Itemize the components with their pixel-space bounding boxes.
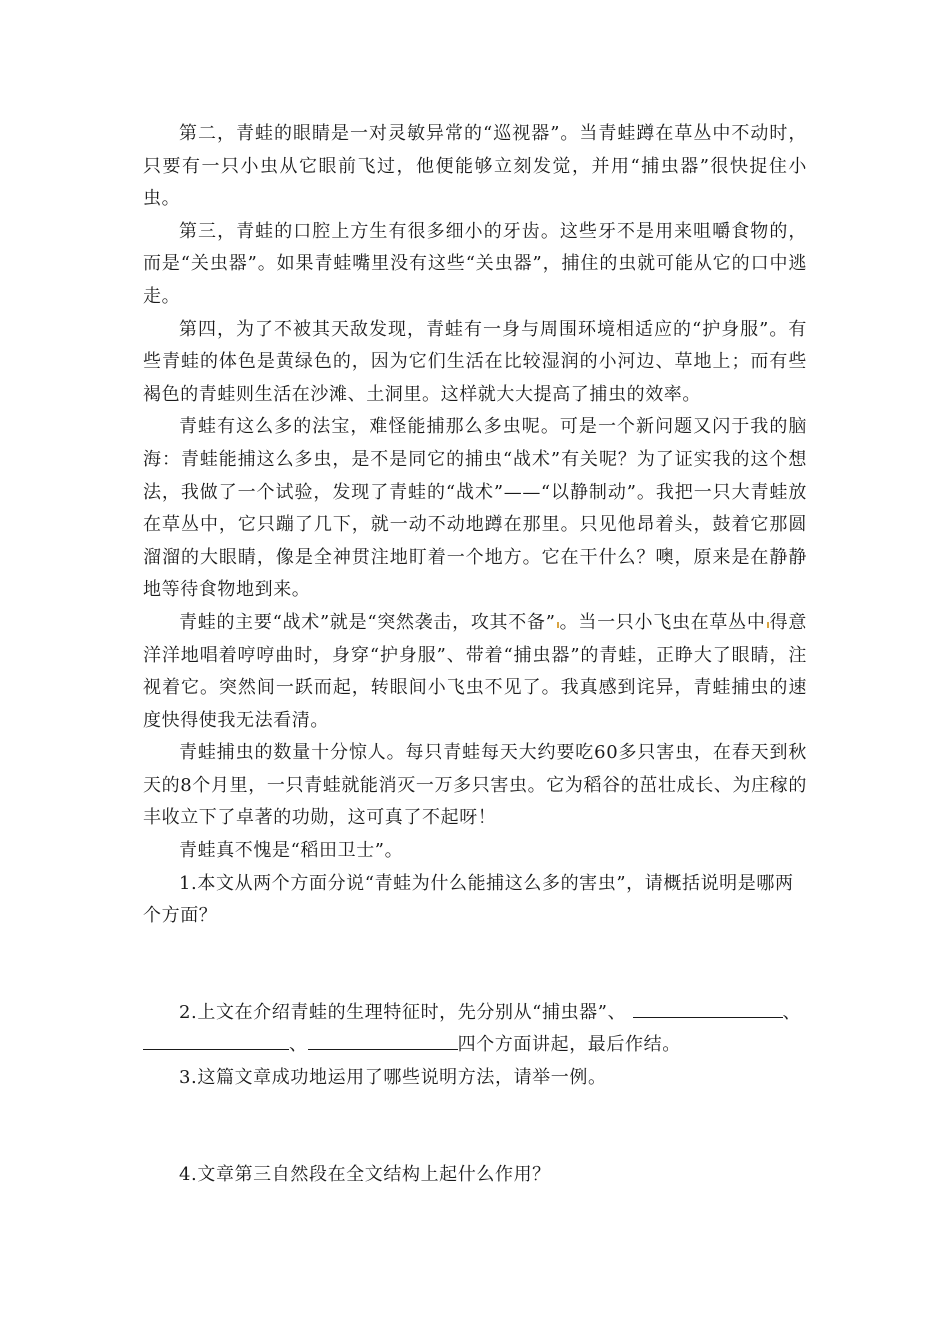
question-2-text: 2.上文在介绍青蛙的生理特征时，先分别从“捕虫器”、: [179, 1001, 627, 1023]
fill-blank-2[interactable]: [143, 1029, 289, 1050]
paragraph-camouflage: 第四，为了不被其天敌发现，青蛙有一身与周围环境相适应的“护身服”。有些青蛙的体色是黄绿色的，因为它们生活在比较湿润的小河边、草地上；而有些褐色的青蛙则生活在沙滩、土洞里。这样就大大提高了捕虫的效率。: [143, 318, 807, 405]
question-3: 3.这篇文章成功地运用了哪些说明方法，请举一例。: [179, 1067, 607, 1089]
paragraph-ambush-part3: 得意洋洋地唱着哼哼曲时，身穿“护身服”、带着“捕虫器”的青蛙，正睁大了眼睛，注视着它。突然间一跃而起，转眼间小飞虫不见了。我真感到诧异，青蛙捕虫的速度快得使我无法看清。: [143, 611, 807, 731]
question-2-end: 四个方面讲起，最后作结。: [457, 1034, 681, 1056]
paragraph-ambush: [143, 607, 807, 737]
fill-blank-3[interactable]: [308, 1029, 458, 1050]
question-1: 1.本文从两个方面分说“青蛙为什么能捕这么多的害虫”，请概括说明是哪两个方面？: [143, 872, 794, 927]
paragraph-eyes: 第二，青蛙的眼睛是一对灵敏异常的“巡视器”。当青蛙蹲在草丛中不动时，只要有一只小虫从它眼前飞过，他便能够立刻发觉，并用“捕虫器”很快捉住小虫。: [143, 123, 807, 210]
paragraph-ambush-part1: 青蛙的主要“战术”就是“突然袭击，攻其不备”: [179, 611, 556, 633]
edit-mark: [557, 622, 559, 628]
fill-blank-1-cont[interactable]: [761, 997, 783, 1018]
blank-separator: 、: [782, 1001, 802, 1023]
edit-mark: [767, 622, 769, 628]
paragraph-conclusion: 青蛙真不愧是“稻田卫士”。: [179, 840, 404, 862]
paragraph-ambush-part2: 。当一只小飞虫在草丛中: [559, 611, 766, 633]
paragraph-teeth: 第三，青蛙的口腔上方生有很多细小的牙齿。这些牙不是用来咀嚼食物的，而是“关虫器”。如果青蛙嘴里没有这些“关虫器”，捕住的虫就可能从它的口中逃走。: [143, 220, 807, 307]
question-2: [143, 997, 807, 1062]
fill-blank-1[interactable]: [633, 997, 761, 1018]
answer-space-3[interactable]: [143, 1095, 807, 1159]
question-4: 4.文章第三自然段在全文结构上起什么作用？: [179, 1163, 551, 1185]
answer-space-1[interactable]: [143, 933, 807, 997]
paragraph-quantity: 青蛙捕虫的数量十分惊人。每只青蛙每天大约要吃60多只害虫，在春天到秋天的8个月里，一只青蛙就能消灭一万多只害虫。它为稻谷的茁壮成长、为庄稼的丰收立下了卓著的功勋，这可真了不起呀！: [143, 742, 807, 829]
paragraph-tactics: 青蛙有这么多的法宝，难怪能捕那么多虫呢。可是一个新问题又闪于我的脑海：青蛙能捕这么多虫，是不是同它的捕虫“战术”有关呢？为了证实我的这个想法，我做了一个试验，发现了青蛙的“战术”——“以静制动”。我把一只大青蛙放在草丛中，它只蹦了几下，就一动不动地蹲在那里。只见他昂着头，鼓着它那圆溜溜的大眼睛，像是全神贯注地盯着一个地方。它在干什么？噢，原来是在静静地等待食物地到来。: [143, 416, 807, 601]
article-body: [143, 118, 807, 1191]
blank-separator: 、: [289, 1034, 308, 1056]
